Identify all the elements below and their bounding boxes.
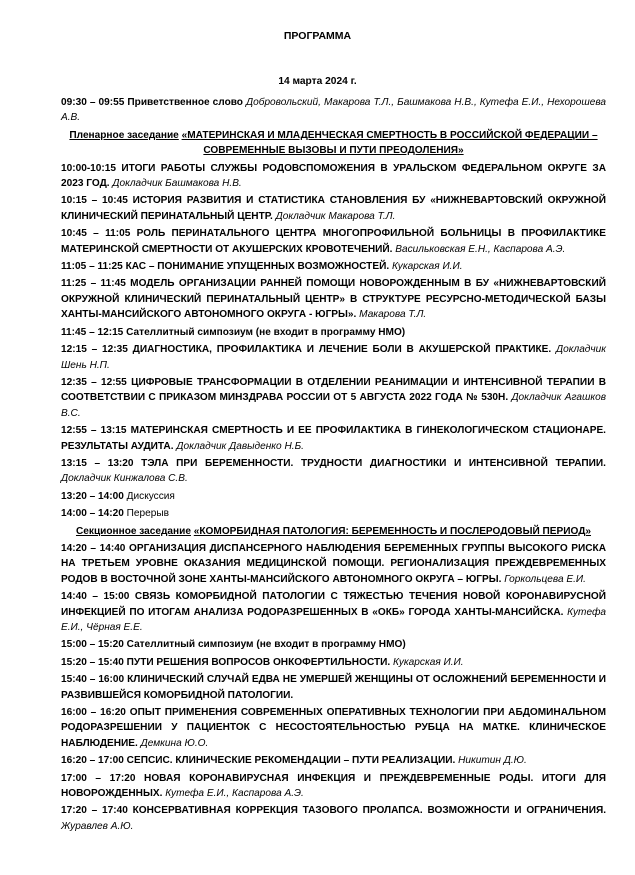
section-header <box>61 524 606 539</box>
program-entry <box>61 423 606 454</box>
entry-speaker: Демкина Ю.О. <box>140 737 209 749</box>
entry-speaker: Докладчик Кинжалова С.В. <box>61 473 188 485</box>
program-entry <box>61 753 606 768</box>
program-entry <box>61 541 606 587</box>
program-entry <box>61 95 606 126</box>
entry-time: 12:35 – 12:55 <box>61 376 127 388</box>
entry-time: 10:45 – 11:05 <box>61 228 131 240</box>
entry-label: Перерыв <box>126 508 169 520</box>
section-title: «КОМОРБИДНАЯ ПАТОЛОГИЯ: БЕРЕМЕННОСТЬ И ПОСЛЕРОДОВЫЙ ПЕРИОД» <box>193 525 592 537</box>
entry-time: 12:15 – 12:35 <box>61 344 128 356</box>
entry-time: 17:20 – 17:40 <box>61 805 128 817</box>
program-break <box>61 506 606 521</box>
entry-topic: ИСТОРИЯ РАЗВИТИЯ И СТАТИСТИКА СТАНОВЛЕНИЯ БУ «НИЖНЕВАРТОВСКИЙ ОКРУЖНОЙ КЛИНИЧЕСКИЙ ПЕРИНАТАЛЬНЫЙ ЦЕНТР. <box>61 195 606 222</box>
entry-topic: СЕПСИС. КЛИНИЧЕСКИЕ РЕКОМЕНДАЦИИ – ПУТИ РЕАЛИЗАЦИИ. <box>126 755 456 767</box>
entry-speaker: Кутефа Е.И., Чёрная Е.Е. <box>61 606 606 633</box>
entry-topic: МОДЕЛЬ ОРГАНИЗАЦИИ РАННЕЙ ПОМОЩИ НОВОРОЖДЕННЫМ В БУ «НИЖНЕВАРТОВСКИЙ ОКРУЖНОЙ КЛИНИЧЕСКИЙ ПЕРИНАТАЛЬНЫЙ ЦЕНТР» В СТРУКТУРЕ РЕСУРСНО-МЕТОДИЧЕСКОЙ БАЗЫ ХАНТЫ-МАНСИЙСКОГО АВТОНОМНОГО ОКРУГА - ЮГРЫ». <box>61 278 606 321</box>
entry-topic: РОЛЬ ПЕРИНАТАЛЬНОГО ЦЕНТРА МНОГОПРОФИЛЬНОЙ БОЛЬНИЦЫ В ПРОФИЛАКТИКЕ МАТЕРИНСКОЙ СМЕРТНОСТИ ОТ АКУШЕРСКИХ КРОВОТЕЧЕНИЙ. <box>61 228 606 255</box>
entry-speaker: Докладчик Шень Н.П. <box>61 344 606 371</box>
program-entry <box>61 342 606 373</box>
entry-speaker: Докладчик Макарова Т.Л. <box>275 210 396 222</box>
program-entry <box>61 803 606 834</box>
program-entry <box>61 193 606 224</box>
satellite-symposium <box>61 325 606 340</box>
entry-speaker: Горкольцева Е.И. <box>504 573 586 585</box>
entry-topic: КЛИНИЧЕСКИЙ СЛУЧАЙ ЕДВА НЕ УМЕРШЕЙ ЖЕНЩИНЫ ОТ ОСЛОЖНЕНИЙ БЕРЕМЕННОСТИ И РАЗВИВШЕЙСЯ КОМОРБИДНОЙ ПАТОЛОГИИ. <box>61 674 606 701</box>
satellite-symposium <box>61 637 606 652</box>
page-title: ПРОГРАММА <box>283 30 352 42</box>
entry-time: 13:20 – 14:00 <box>61 490 124 502</box>
entry-time: 16:20 – 17:00 <box>61 755 124 767</box>
entry-speaker: Добровольский, Макарова Т.Л., Башмакова Н.В., Кутефа Е.И., Нехорошева А.В. <box>61 97 606 124</box>
section-kind: Пленарное заседание <box>69 129 179 141</box>
entry-time: 14:00 – 14:20 <box>61 508 124 520</box>
section-header <box>61 128 606 159</box>
entry-time: 14:40 – 15:00 <box>61 591 130 603</box>
entry-time: 15:20 – 15:40 <box>61 656 124 668</box>
entry-time: 10:00-10:15 <box>61 162 116 174</box>
entry-speaker: Васильковская Е.Н., Каспарова А.Э. <box>395 243 566 255</box>
section-kind: Секционное заседание <box>75 525 191 537</box>
entry-time: 11:25 – 11:45 <box>61 278 126 290</box>
program-entry <box>61 456 606 487</box>
program-entry <box>61 161 606 192</box>
entry-time: 14:20 – 14:40 <box>61 542 126 554</box>
program-break <box>61 489 606 504</box>
entry-topic: МАТЕРИНСКАЯ СМЕРТНОСТЬ И ЕЕ ПРОФИЛАКТИКА В ГИНЕКОЛОГИЧЕСКОМ СТАЦИОНАРЕ. РЕЗУЛЬТАТЫ АУДИТА. <box>61 425 606 452</box>
entry-time: 12:55 – 13:15 <box>61 425 127 437</box>
program-entry <box>61 672 606 703</box>
entry-topic: ОПЫТ ПРИМЕНЕНИЯ СОВРЕМЕННЫХ ОПЕРАТИВНЫХ ТЕХНОЛОГИИ ПРИ АБДОМИНАЛЬНОМ РОДОРАЗРЕШЕНИИ У ПАЦИЕНТОК С НЕСОСТОЯТЕЛЬНОСТЬЮ РУБЦА НА МАТКЕ. КЛИНИЧЕСКОЕ НАБЛЮДЕНИЕ. <box>61 707 606 749</box>
entry-speaker: Журавлев А.Ю. <box>61 820 134 832</box>
entry-time: 15:40 – 16:00 <box>61 674 125 686</box>
program-entry <box>61 771 606 802</box>
program-entry <box>61 705 606 751</box>
entry-topic: Приветственное слово <box>127 97 243 108</box>
program-entry <box>61 589 606 635</box>
entry-speaker: Кукарская И.И. <box>391 261 463 273</box>
section-title: «МАТЕРИНСКАЯ И МЛАДЕНЧЕСКАЯ СМЕРТНОСТЬ В РОССИЙСКОЙ ФЕДЕРАЦИИ – СОВРЕМЕННЫЕ ВЫЗОВЫ И ПУТИ ПРЕОДОЛЕНИЯ» <box>181 129 598 157</box>
entry-time: 10:15 – 10:45 <box>61 195 128 207</box>
entry-speaker: Кутефа Е.И., Каспарова А.Э. <box>165 788 304 800</box>
entry-speaker: Докладчик Башмакова Н.В. <box>112 178 242 190</box>
entry-topic: ПУТИ РЕШЕНИЯ ВОПРОСОВ ОНКОФЕРТИЛЬНОСТИ. <box>126 656 391 668</box>
program-date: 14 марта 2024 г. <box>278 76 357 87</box>
entry-time: 16:00 – 16:20 <box>61 707 126 719</box>
program-entry <box>61 276 606 322</box>
entry-speaker: Докладчик Давыденко Н.Б. <box>176 440 304 452</box>
entry-speaker: Никитин Д.Ю. <box>458 755 527 767</box>
entry-text: 15:00 – 15:20 Сателлитный симпозиум (не входит в программу НМО) <box>61 639 406 651</box>
program-entry <box>61 655 606 670</box>
entry-topic: ЦИФРОВЫЕ ТРАНСФОРМАЦИИ В ОТДЕЛЕНИИ РЕАНИМАЦИИ И ИНТЕНСИВНОЙ ТЕРАПИИ В СООТВЕТСТВИИ С ПРИКАЗОМ МИНЗДРАВА РОССИИ ОТ 5 АВГУСТА 2022 ГОДА № 530Н. <box>61 376 607 404</box>
entry-topic: ИТОГИ РАБОТЫ СЛУЖБЫ РОДОВСПОМОЖЕНИЯ В УРАЛЬСКОМ ФЕДЕРАЛЬНОМ ОКРУГЕ ЗА 2023 ГОД. <box>61 162 606 190</box>
entry-topic: ОРГАНИЗАЦИЯ ДИСПАНСЕРНОГО НАБЛЮДЕНИЯ БЕРЕМЕННЫХ ГРУППЫ ВЫСОКОГО РИСКА НА ТРЕТЬЕМ УРОВНЕ ОКАЗАНИЯ МЕДИЦИНСКОЙ ПОМОЩИ. РЕГИОНАЛИЗАЦИЯ ПРЕЖДЕВРЕМЕННЫХ РОДОВ В ВОСТОЧНОЙ ЗОНЕ ХАНТЫ-МАНСИЙСКОГО АВТОНОМНОГО ОКРУГА – ЮГРЫ. <box>61 542 606 585</box>
entry-time: 13:15 – 13:20 <box>61 457 134 469</box>
entry-topic: НОВАЯ КОРОНАВИРУСНАЯ ИНФЕКЦИЯ И ПРЕЖДЕВРЕМЕННЫЕ РОДЫ. ИТОГИ ДЛЯ НОВОРОЖДЕННЫХ. <box>61 772 606 800</box>
entry-topic: КАС – ПОНИМАНИЕ УПУЩЕННЫХ ВОЗМОЖНОСТЕЙ. <box>125 261 390 273</box>
entry-speaker: Кукарская И.И. <box>393 656 464 668</box>
entry-topic: ТЭЛА ПРИ БЕРЕМЕННОСТИ. ТРУДНОСТИ ДИАГНОСТИКИ И ИНТЕНСИВНОЙ ТЕРАПИИ. <box>141 457 606 469</box>
program-list <box>61 93 606 834</box>
entry-time: 17:00 – 17:20 <box>61 772 136 784</box>
entry-speaker: Макарова Т.Л. <box>359 309 427 321</box>
program-entry <box>61 259 606 274</box>
program-entry <box>61 375 606 421</box>
entry-topic: ДИАГНОСТИКА, ПРОФИЛАКТИКА И ЛЕЧЕНИЕ БОЛИ В АКУШЕРСКОЙ ПРАКТИКЕ. <box>132 344 552 356</box>
program-entry <box>61 226 606 257</box>
entry-time: 09:30 – 09:55 <box>61 97 125 108</box>
entry-topic: СВЯЗЬ КОМОРБИДНОЙ ПАТОЛОГИИ С ТЯЖЕСТЬЮ ТЕЧЕНИЯ НОВОЙ КОРОНАВИРУСНОЙ ИНФЕКЦИЕЙ ПО ИТОГАМ АНАЛИЗА РОДОРАЗРЕШЕННЫХ В «ОКБ» ГОРОДА ХАНТЫ-МАНСИЙСКА. <box>61 591 607 618</box>
entry-speaker: Докладчик Агашков В.С. <box>61 392 606 419</box>
entry-text: 11:45 – 12:15 Сателлитный симпозиум (не входит в программу НМО) <box>61 326 406 338</box>
entry-label: Дискуссия <box>126 490 175 502</box>
entry-topic: КОНСЕРВАТИВНАЯ КОРРЕКЦИЯ ТАЗОВОГО ПРОЛАПСА. ВОЗМОЖНОСТИ И ОГРАНИЧЕНИЯ. <box>132 805 607 817</box>
entry-time: 11:05 – 11:25 <box>61 261 123 273</box>
